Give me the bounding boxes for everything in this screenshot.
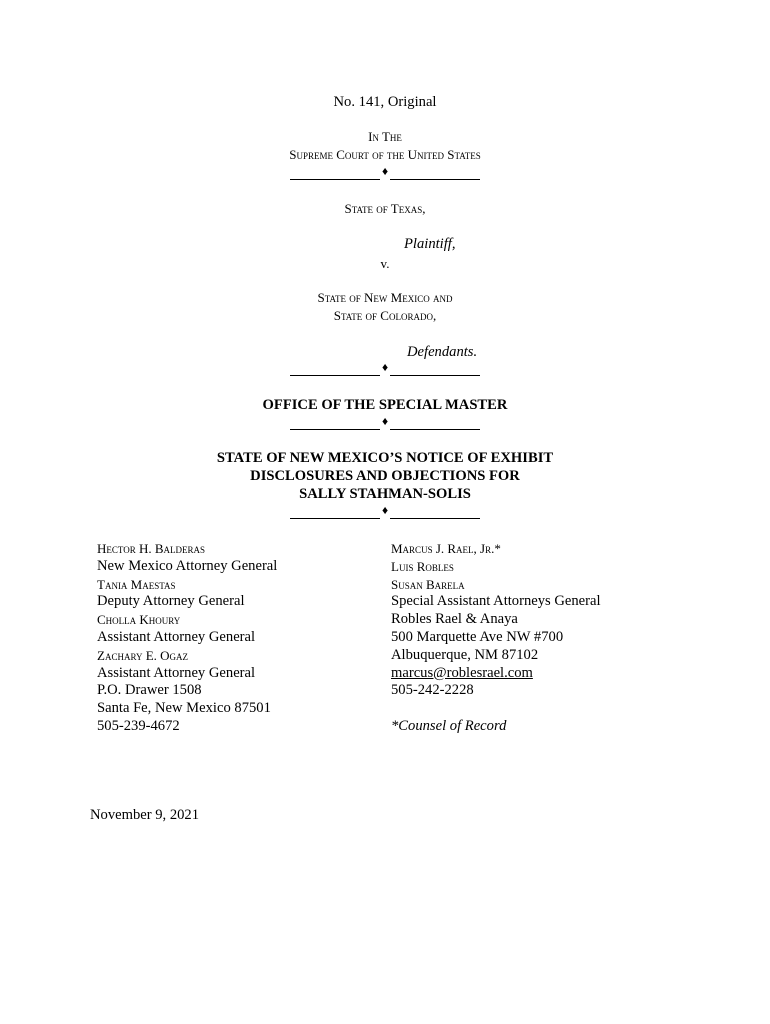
plaintiff-name: State of Texas, — [344, 201, 426, 216]
address-line: Santa Fe, New Mexico 87501 — [97, 700, 271, 717]
attorney-title: New Mexico Attorney General — [97, 557, 278, 574]
counsel-right-block — [391, 540, 601, 736]
diamond-icon: ♦ — [381, 164, 389, 178]
court-line-in-the: In The — [368, 129, 402, 144]
address-line: 500 Marquette Ave NW #700 — [391, 628, 564, 645]
document-title-line-3: SALLY STAHMAN-SOLIS — [299, 486, 471, 502]
attorney-name: Tania Maestas — [97, 576, 176, 592]
versus-label: v. — [380, 256, 390, 271]
attorney-name: Cholla Khoury — [97, 612, 181, 628]
defendant-role: Defendants. — [407, 344, 478, 360]
counsel-left-block — [97, 540, 277, 736]
section-divider — [290, 505, 480, 523]
defendant-line-1: State of New Mexico and — [317, 290, 453, 305]
attorney-title: Assistant Attorney General — [97, 664, 256, 681]
attorney-title: Special Assistant Attorneys General — [391, 593, 601, 610]
attorney-name: Marcus J. Rael, Jr.* — [391, 541, 501, 556]
email-link[interactable]: marcus@roblesrael.com — [391, 664, 533, 681]
section-divider — [290, 166, 480, 184]
attorney-name: Hector H. Balderas — [97, 541, 206, 556]
section-divider — [290, 416, 480, 434]
diamond-icon: ♦ — [381, 503, 389, 517]
attorney-name: Zachary E. Ogaz — [97, 647, 189, 663]
section-divider — [290, 362, 480, 380]
phone-number: 505-242-2228 — [391, 682, 474, 699]
diamond-icon: ♦ — [381, 414, 389, 428]
address-line: P.O. Drawer 1508 — [97, 682, 202, 699]
plaintiff-role: Plaintiff, — [404, 236, 456, 252]
firm-name: Robles Rael & Anaya — [391, 611, 518, 628]
attorney-name: Susan Barela — [391, 576, 465, 592]
document-title-line-2: DISCLOSURES AND OBJECTIONS FOR — [250, 468, 520, 484]
office-heading: OFFICE OF THE SPECIAL MASTER — [262, 397, 508, 413]
phone-number: 505-239-4672 — [97, 717, 180, 734]
attorney-title: Deputy Attorney General — [97, 593, 245, 610]
address-line: Albuquerque, NM 87102 — [391, 646, 539, 663]
filing-date: November 9, 2021 — [90, 807, 200, 823]
counsel-of-record-note: *Counsel of Record — [391, 717, 507, 734]
case-number: No. 141, Original — [333, 94, 437, 110]
document-title-line-1: STATE OF NEW MEXICO’S NOTICE OF EXHIBIT — [216, 450, 554, 466]
defendant-line-2: State of Colorado, — [333, 308, 437, 323]
attorney-title: Assistant Attorney General — [97, 628, 256, 645]
diamond-icon: ♦ — [381, 360, 389, 374]
court-name: Supreme Court of the United States — [289, 147, 481, 162]
attorney-name: Luis Robles — [391, 558, 454, 574]
